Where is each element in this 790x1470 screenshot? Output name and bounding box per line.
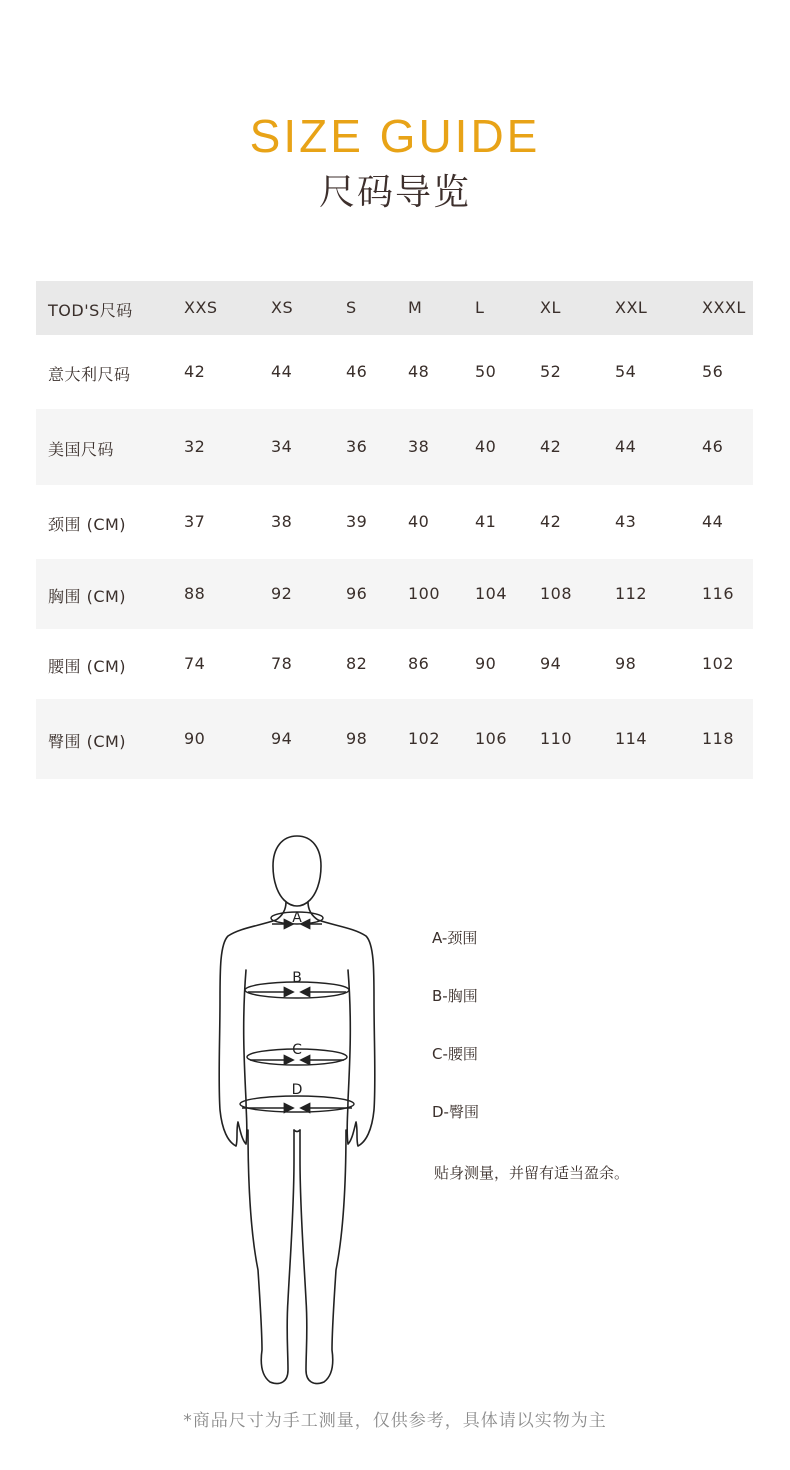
column-header-size: XL [540,298,561,317]
table-cell: 86 [408,654,430,673]
table-cell: 36 [346,437,368,456]
table-cell: 39 [346,512,368,531]
table-cell: 38 [408,437,430,456]
marker-c: C [292,1042,302,1058]
table-cell: 90 [475,654,497,673]
table-cell: 54 [615,362,637,381]
table-cell: 98 [346,729,368,748]
label-neck: A-颈围 [432,929,478,947]
column-header-size: XS [271,298,294,317]
table-cell: 43 [615,512,637,531]
marker-b: B [292,970,302,986]
label-waist: C-腰围 [432,1045,478,1063]
table-cell: 34 [271,437,293,456]
table-cell: 112 [615,584,648,603]
label-hip: D-臀围 [432,1103,479,1121]
table-cell: 42 [540,437,562,456]
marker-d: D [291,1082,303,1098]
row-label: 美国尺码 [48,440,115,459]
table-cell: 41 [475,512,497,531]
table-cell: 100 [408,584,441,603]
table-cell: 82 [346,654,368,673]
table-cell: 114 [615,729,648,748]
column-header-size: M [408,298,423,317]
table-cell: 88 [184,584,206,603]
table-cell: 78 [271,654,293,673]
table-header-row [36,281,753,335]
row-label: 腰围 (CM) [48,657,127,676]
body-outline-icon [210,830,380,1390]
table-cell: 44 [702,512,724,531]
table-cell: 38 [271,512,293,531]
table-cell: 52 [540,362,562,381]
body-measurement-figure [210,830,380,1390]
table-cell: 37 [184,512,206,531]
table-cell: 118 [702,729,735,748]
table-cell: 44 [615,437,637,456]
table-cell: 32 [184,437,206,456]
title-chinese: 尺码导览 [318,172,471,213]
table-cell: 96 [346,584,368,603]
fit-note: 贴身测量，并留有适当盈余。 [434,1164,630,1182]
table-cell: 40 [408,512,430,531]
table-cell: 116 [702,584,735,603]
table-cell: 56 [702,362,724,381]
column-header-label: TOD'S尺码 [48,301,133,320]
row-us [36,409,753,485]
row-label: 颈围 (CM) [48,515,127,534]
row-label: 胸围 (CM) [48,587,127,606]
table-cell: 106 [475,729,508,748]
table-cell: 104 [475,584,508,603]
column-header-size: XXS [184,298,218,317]
row-label: 臀围 (CM) [48,732,127,751]
table-cell: 102 [408,729,441,748]
table-cell: 98 [615,654,637,673]
row-waist [36,629,753,699]
table-cell: 110 [540,729,573,748]
size-table [36,281,753,779]
table-cell: 46 [702,437,724,456]
table-cell: 102 [702,654,735,673]
row-neck [36,485,753,559]
row-hip [36,699,753,779]
table-cell: 42 [184,362,206,381]
table-cell: 42 [540,512,562,531]
column-header-size: S [346,298,357,317]
table-cell: 74 [184,654,206,673]
marker-a: A [292,910,302,926]
table-cell: 94 [271,729,293,748]
table-cell: 44 [271,362,293,381]
table-cell: 90 [184,729,206,748]
label-chest: B-胸围 [432,987,478,1005]
table-cell: 40 [475,437,497,456]
row-label: 意大利尺码 [48,365,131,384]
table-cell: 92 [271,584,293,603]
table-cell: 50 [475,362,497,381]
title-english: SIZE GUIDE [249,110,541,162]
row-italy [36,335,753,409]
footnote: *商品尺寸为手工测量，仅供参考，具体请以实物为主 [183,1411,607,1431]
table-cell: 48 [408,362,430,381]
table-cell: 108 [540,584,573,603]
column-header-size: L [475,298,485,317]
table-cell: 94 [540,654,562,673]
column-header-size: XXL [615,298,648,317]
row-chest [36,559,753,629]
table-cell: 46 [346,362,368,381]
column-header-size: XXXL [702,298,746,317]
